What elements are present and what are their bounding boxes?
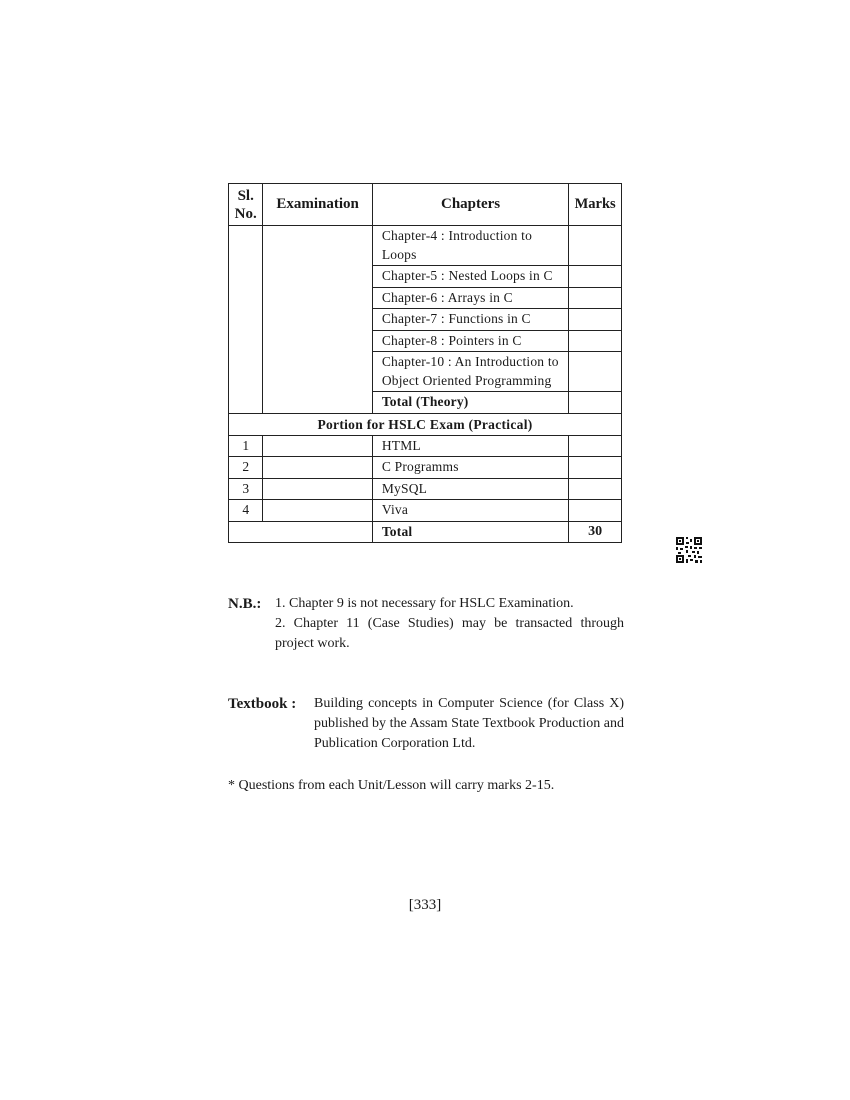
examination-cell	[263, 457, 372, 479]
header-marks: Marks	[569, 184, 622, 226]
table-header-row	[229, 184, 622, 226]
header-sl-no: Sl. No.	[229, 184, 263, 226]
marks-cell	[569, 478, 622, 500]
marks-cell	[569, 392, 622, 414]
header-examination: Examination	[263, 184, 372, 226]
syllabus-table	[228, 183, 622, 543]
marks-cell	[569, 352, 622, 392]
practical-item: HTML	[372, 435, 569, 457]
textbook-label: Textbook :	[228, 696, 297, 712]
sl-cell-theory	[229, 226, 263, 414]
examination-cell	[263, 478, 372, 500]
total-marks: 30	[569, 521, 622, 543]
nb-item-2: 2. Chapter 11 (Case Studies) may be transacted through project work.	[275, 616, 624, 651]
textbook-section	[228, 694, 624, 754]
chapter-cell: Chapter-8 : Pointers in C	[372, 330, 569, 352]
practical-heading-row	[229, 413, 622, 435]
page-number: [333]	[408, 897, 442, 913]
grand-total-row	[229, 521, 622, 543]
chapter-cell: Chapter-7 : Functions in C	[372, 309, 569, 331]
marks-cell	[569, 457, 622, 479]
marks-cell	[569, 309, 622, 331]
sl-number: 2	[229, 457, 263, 479]
practical-item: C Programms	[372, 457, 569, 479]
marks-cell	[569, 435, 622, 457]
total-blank-cell	[229, 521, 373, 543]
table-row	[229, 435, 622, 457]
table-row	[229, 478, 622, 500]
practical-item: Viva	[372, 500, 569, 522]
sl-number: 3	[229, 478, 263, 500]
sl-number: 1	[229, 435, 263, 457]
marks-cell	[569, 266, 622, 288]
practical-item: MySQL	[372, 478, 569, 500]
chapter-cell: Chapter-6 : Arrays in C	[372, 287, 569, 309]
nb-label: N.B.:	[228, 596, 262, 612]
header-chapters: Chapters	[372, 184, 569, 226]
examination-cell	[263, 435, 372, 457]
marks-cell	[569, 226, 622, 266]
table-row	[229, 226, 622, 266]
questions-note: * Questions from each Unit/Lesson will carry marks 2-15.	[228, 778, 555, 793]
chapter-cell: Chapter-4 : Introduction to Loops	[372, 226, 569, 266]
textbook-text: Building concepts in Computer Science (for Class X) published by the Assam State Textbook Production and Publication Corporation Ltd.	[314, 696, 624, 751]
qr-code-icon	[676, 537, 702, 563]
marks-cell	[569, 287, 622, 309]
practical-heading: Portion for HSLC Exam (Practical)	[229, 413, 622, 435]
examination-cell-theory	[263, 226, 372, 414]
marks-cell	[569, 500, 622, 522]
chapter-cell: Chapter-5 : Nested Loops in C	[372, 266, 569, 288]
chapter-cell: Chapter-10 : An Introduction to Object Oriented Programming	[372, 352, 569, 392]
marks-cell	[569, 330, 622, 352]
examination-cell	[263, 500, 372, 522]
sl-number: 4	[229, 500, 263, 522]
nb-section	[228, 594, 624, 654]
table-row	[229, 457, 622, 479]
total-label: Total	[372, 521, 569, 543]
nb-item-1: 1. Chapter 9 is not necessary for HSLC Examination.	[275, 596, 574, 611]
theory-total-label: Total (Theory)	[372, 392, 569, 414]
table-row	[229, 500, 622, 522]
